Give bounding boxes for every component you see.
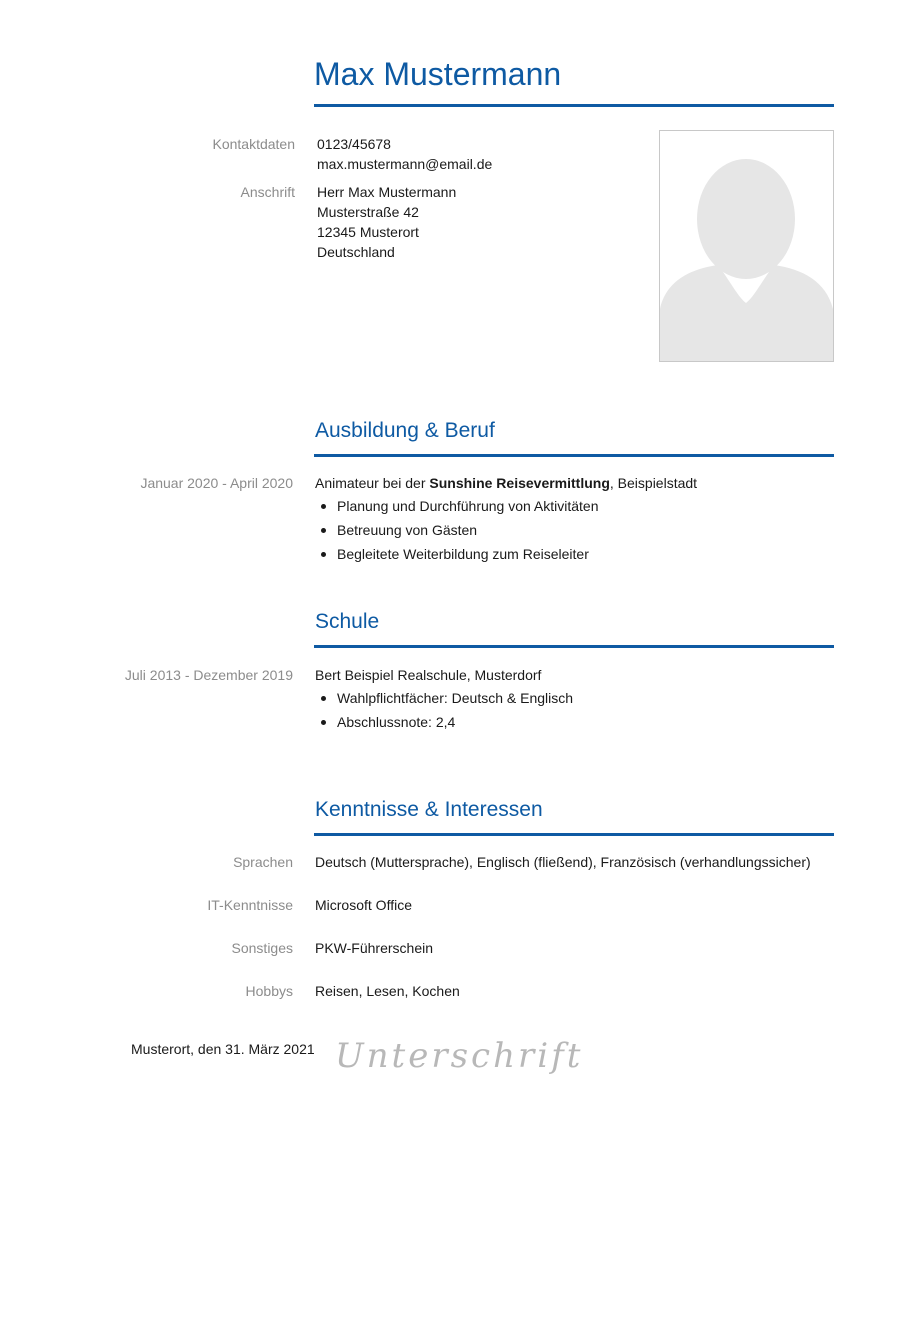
address-line: Musterstraße 42 — [317, 204, 419, 220]
school-name: Bert Beispiel Realschule, Musterdorf — [315, 667, 542, 683]
section-divider — [314, 833, 834, 836]
company-location: , Beispielstadt — [609, 475, 698, 491]
skill-label: Hobbys — [245, 983, 293, 999]
title-divider — [314, 104, 834, 107]
email-address[interactable]: max.mustermann@email.de — [317, 156, 493, 172]
skill-label: Sonstiges — [231, 940, 293, 956]
list-item: Planung und Durchführung von Aktivitäten — [315, 494, 599, 518]
page-title: Max Mustermann — [314, 56, 562, 92]
section-title-school: Schule — [315, 610, 380, 633]
section-divider — [314, 645, 834, 648]
address-line: Herr Max Mustermann — [317, 184, 457, 200]
skill-value: Deutsch (Muttersprache), Englisch (fließend), Französisch (verhandlungssicher) — [315, 854, 811, 870]
skill-value: PKW-Führerschein — [315, 940, 434, 956]
address-line: Deutschland — [317, 244, 395, 260]
list-item: Abschlussnote: 2,4 — [315, 710, 573, 734]
section-divider — [314, 454, 834, 457]
career-role — [315, 473, 697, 493]
career-date: Januar 2020 - April 2020 — [140, 475, 293, 491]
contact-label: Kontaktdaten — [212, 136, 295, 152]
skill-value: Microsoft Office — [315, 897, 412, 913]
list-item: Betreuung von Gästen — [315, 518, 599, 542]
company-name: Sunshine Reisevermittlung — [429, 475, 610, 491]
address-label: Anschrift — [240, 184, 295, 200]
career-bullets — [315, 494, 599, 566]
signature: Unterschrift — [335, 1036, 584, 1076]
phone-number: 0123/45678 — [317, 136, 391, 152]
place-date: Musterort, den 31. März 2021 — [131, 1041, 315, 1057]
section-title-skills: Kenntnisse & Interessen — [315, 798, 543, 821]
school-bullets — [315, 686, 573, 734]
list-item: Wahlpflichtfächer: Deutsch & Englisch — [315, 686, 573, 710]
skill-label: IT-Kenntnisse — [207, 897, 293, 913]
list-item: Begleitete Weiterbildung zum Reiseleiter — [315, 542, 599, 566]
person-silhouette-icon — [660, 131, 833, 361]
address-line: 12345 Musterort — [317, 224, 419, 240]
section-title-career: Ausbildung & Beruf — [315, 419, 495, 442]
profile-photo — [659, 130, 834, 362]
school-date: Juli 2013 - Dezember 2019 — [124, 667, 293, 683]
role-prefix: Animateur bei der — [315, 475, 430, 491]
skill-label: Sprachen — [233, 854, 293, 870]
skill-value: Reisen, Lesen, Kochen — [315, 983, 460, 999]
